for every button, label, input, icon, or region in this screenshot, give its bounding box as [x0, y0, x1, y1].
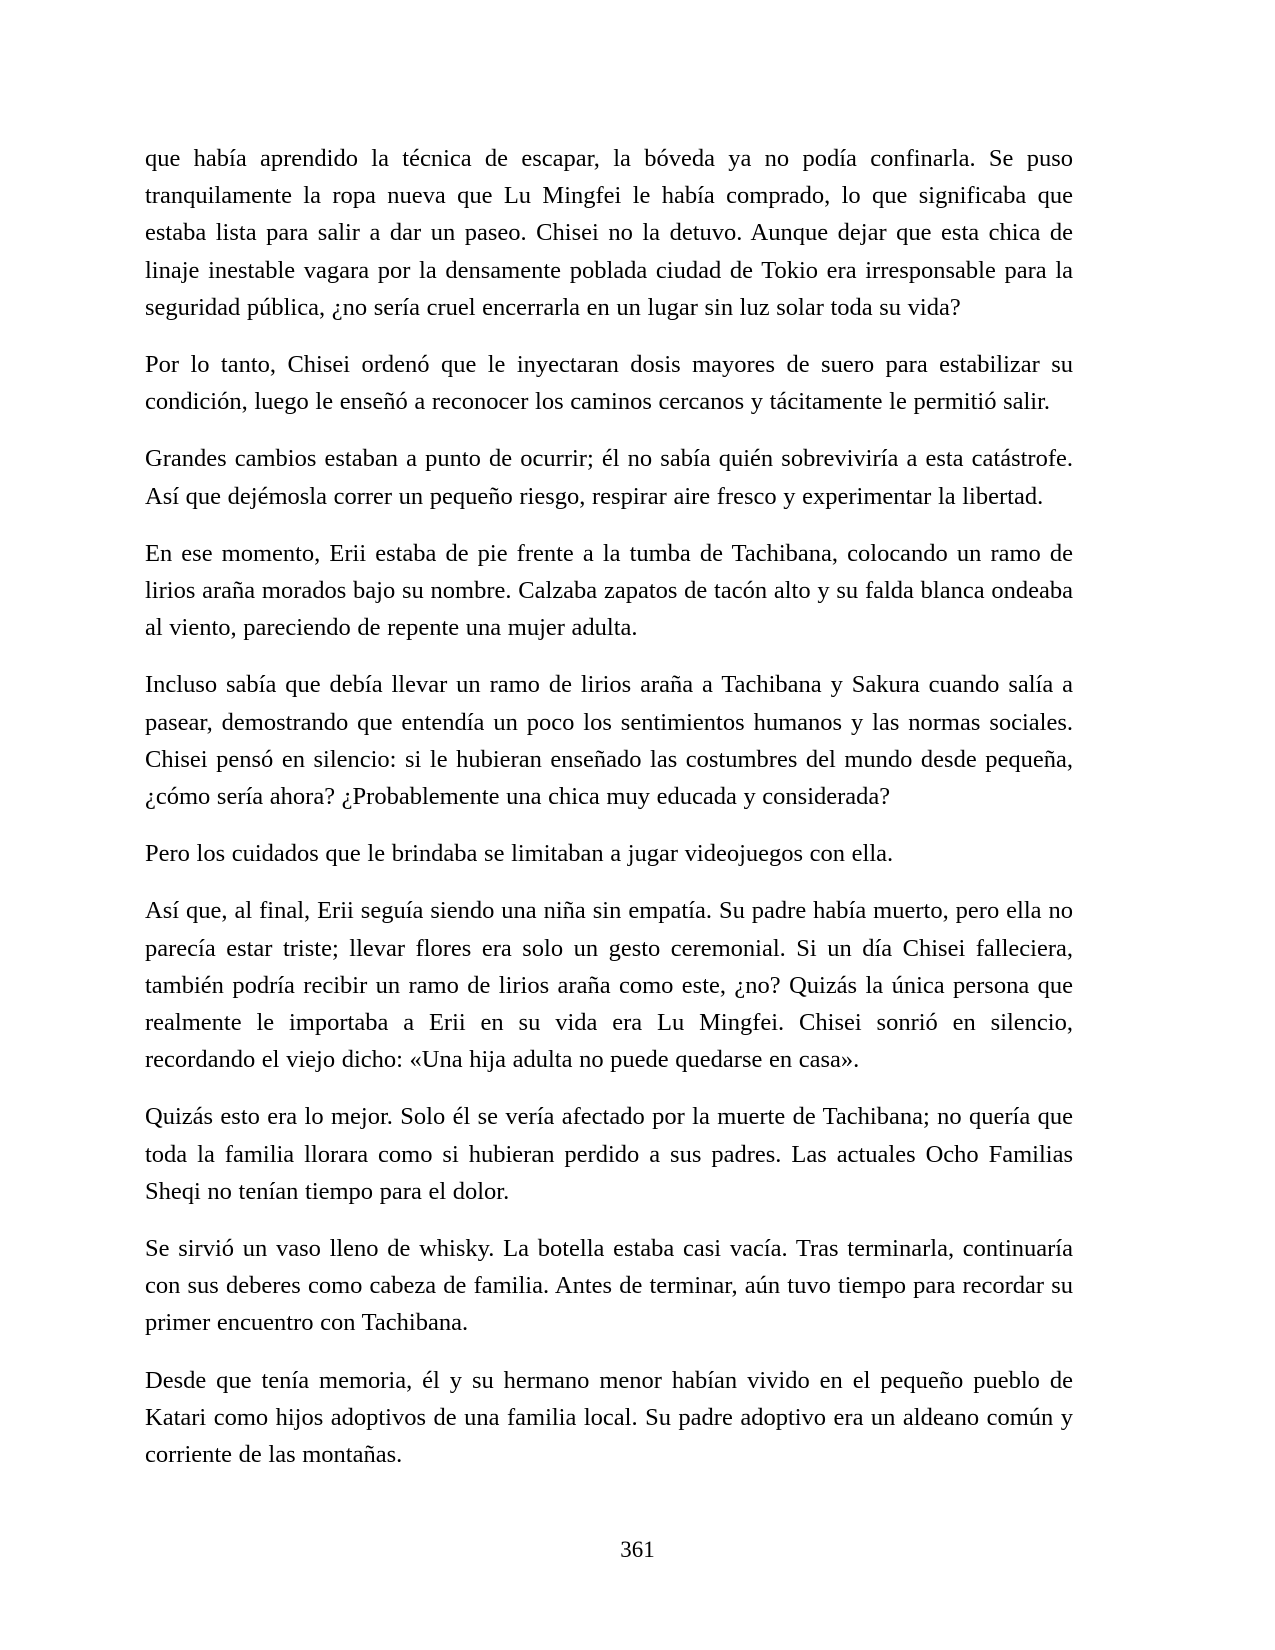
body-text-block — [145, 140, 1073, 1473]
paragraph: Pero los cuidados que le brindaba se limitaban a jugar videojuegos con ella. — [145, 840, 894, 868]
paragraph: En ese momento, Erii estaba de pie frente a la tumba de Tachibana, colocando un ramo de lirios araña morados bajo su nombre. Calzaba zapatos de tacón alto y su falda blanca ondeaba al viento, pareciendo de repente una mujer adulta. — [145, 539, 1073, 642]
paragraph: Desde que tenía memoria, él y su hermano menor habían vivido en el pequeño pueblo de Katari como hijos adoptivos de una familia local. Su padre adoptivo era un aldeano común y corriente de las montañas. — [145, 1366, 1073, 1469]
paragraph: que había aprendido la técnica de escapar, la bóveda ya no podía confinarla. Se puso tranquilamente la ropa nueva que Lu Mingfei le había comprado, lo que significaba que estaba lista para salir a dar un paseo. Chisei no la detuvo. Aunque dejar que esta chica de linaje inestable vagara por la densamente poblada ciudad de Tokio era irresponsable para la seguridad pública, ¿no sería cruel encerrarla en un lugar sin luz solar toda su vida? — [145, 145, 1073, 321]
paragraph: Así que, al final, Erii seguía siendo una niña sin empatía. Su padre había muerto, pero ella no parecía estar triste; llevar flores era solo un gesto ceremonial. Si un día Chisei falleciera, también podría recibir un ramo de lirios araña como este, ¿no? Quizás la única persona que realmente le importaba a Erii en su vida era Lu Mingfei. Chisei sonrió en silencio, recordando el viejo dicho: «Una hija adulta no puede quedarse en casa». — [145, 897, 1073, 1074]
page-number: 361 — [620, 1537, 655, 1562]
paragraph: Por lo tanto, Chisei ordenó que le inyectaran dosis mayores de suero para estabilizar su condición, luego le enseñó a reconocer los caminos cercanos y tácitamente le permitió salir. — [145, 351, 1073, 416]
paragraph: Grandes cambios estaban a punto de ocurrir; él no sabía quién sobreviviría a esta catástrofe. Así que dejémosla correr un pequeño riesgo, respirar aire fresco y experimentar la libertad. — [145, 445, 1073, 510]
paragraph: Se sirvió un vaso lleno de whisky. La botella estaba casi vacía. Tras terminarla, continuaría con sus deberes como cabeza de familia. Antes de terminar, aún tuvo tiempo para recordar su primer encuentro con Tachibana. — [145, 1235, 1073, 1337]
paragraph: Incluso sabía que debía llevar un ramo de lirios araña a Tachibana y Sakura cuando salía a pasear, demostrando que entendía un poco los sentimientos humanos y las normas sociales. Chisei pensó en silencio: si le hubieran enseñado las costumbres del mundo desde pequeña, ¿cómo sería ahora? ¿Probablemente una chica muy educada y considerada? — [145, 671, 1073, 811]
paragraph: Quizás esto era lo mejor. Solo él se vería afectado por la muerte de Tachibana; no quería que toda la familia llorara como si hubieran perdido a sus padres. Las actuales Ocho Familias Sheqi no tenían tiempo para el dolor. — [145, 1103, 1073, 1205]
